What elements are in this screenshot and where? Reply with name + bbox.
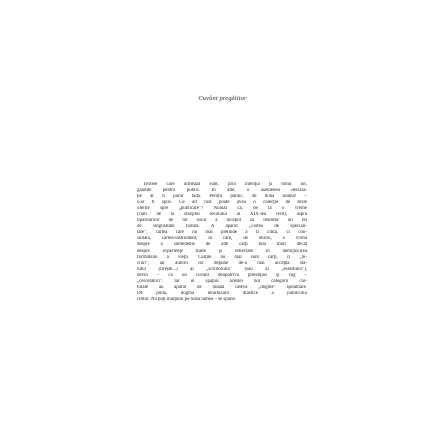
text-line: despre experienţe trăite şi reflectate în nemijlocirea — [137, 248, 307, 254]
text-line: s-ar fi spus. Ce alt rost poate avea o colecţie de texte — [137, 200, 307, 206]
body-paragraph — [137, 182, 307, 303]
text-line: tutul (fireşte...) al „scriitorului” (sau al „eseistului”), — [137, 266, 307, 272]
text-line: (cam de la sfârşitul secolului al XIX-lea cred), aspra — [137, 212, 307, 218]
text-line: oferite spre „publicare”? Numai că, de la o vreme — [137, 206, 307, 212]
text-line: turale au apărut de îndată câteva „dogme” ajutătoare. — [137, 284, 307, 290]
text-line: crări”, iar autorii lor depune de-a mai accepta sta- — [137, 260, 307, 266]
text-line: devin – cu un cuvânt deopotrivă pretenţios şi vag – — [137, 272, 307, 278]
text-line: ţie ar fi părut fadă. Pentru public, de bună seamă! – — [137, 194, 307, 200]
text-line: despre o sumedenie de alte cărţi mai mult decât — [137, 242, 307, 248]
text-line: gândite pentru public. În alte, o asemenea declara- — [137, 188, 307, 194]
text-line: sultată, cartea-instrument, în care, de obicei, e vorba — [137, 236, 307, 242]
text-line: De pildă, dogma ierarhizării drastice a publicului — [137, 290, 307, 296]
text-line: tipăriturilor de tot soiul a început să libereze un fel — [137, 218, 307, 224]
text-line: Textele care urmează sunt, prin intenţia şi tonul lor, — [143, 182, 307, 187]
page-heading: Cuvânt pregătitor — [198, 95, 247, 102]
text-line: „cercetători”. Iar în spaţiul acestei noi categorii cul- — [137, 278, 307, 284]
text-line: tate”, cartea care nu mai pretinde a fi citită, ci con- — [137, 230, 307, 236]
text-line: formatului a vieţii. Cărţile nu mai sunt cărţi, ci „lu- — [137, 254, 307, 260]
text-line: de singurătate fudulă. A apărut „cartea de speciali- — [137, 224, 307, 230]
text-line: cititor. Nu poţi mulţumi pe toată lumea – se spune. — [137, 296, 237, 302]
